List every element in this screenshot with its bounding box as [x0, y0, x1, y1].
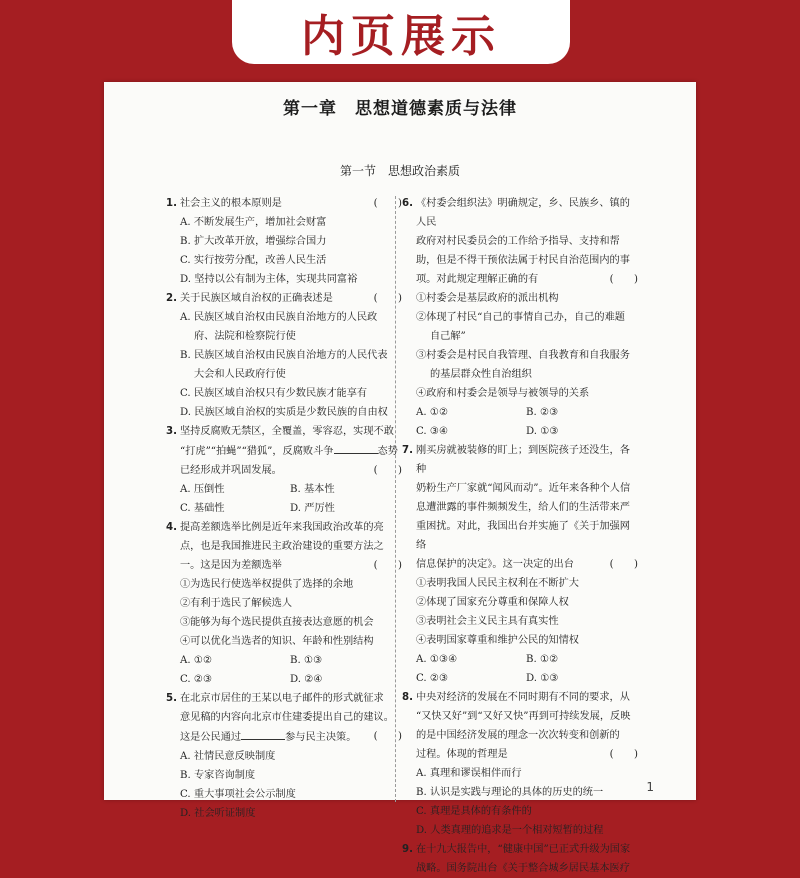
option-c: C. 民族区域自治权只有少数民族才能享有 — [180, 388, 368, 399]
right-column — [402, 194, 638, 878]
question-stem-line: 息遭泄露的事件频频发生，给人们的生活带来严 — [416, 502, 630, 513]
answer-paren: ( ) — [373, 198, 402, 209]
question-stem-line: “又快又好”到“又好又快”再到可持续发展，反映 — [416, 711, 631, 722]
question-stem: 刚买房就被装修的盯上；到医院孩子还没生，各种 — [416, 445, 630, 475]
banner-label-box — [232, 0, 570, 64]
question-2 — [166, 289, 402, 422]
page-number: 1 — [646, 780, 654, 794]
statement-4: ④表明国家尊重和维护公民的知情权 — [416, 635, 579, 646]
option-c: C. 实行按劳分配，改善人民生活 — [180, 255, 327, 266]
option-b: B. 民族区域自治权由民族自治地方的人民代表 — [180, 350, 388, 361]
question-stem-line: 奶粉生产厂家就“闻风而动”。近年来各种个人信 — [416, 483, 631, 494]
question-stem: 提高差额选举比例是近年来我国政治改革的亮 — [180, 522, 384, 533]
option-c: C. ③④ — [416, 426, 449, 437]
question-stem: 中央对经济的发展在不同时期有不同的要求，从 — [416, 692, 630, 703]
question-3 — [166, 422, 402, 518]
statement-2: ②体现了村民“自己的事情自己办，自己的难题 — [416, 312, 625, 323]
option-a: A. 社情民意反映制度 — [180, 751, 276, 762]
question-number: 4. — [166, 522, 177, 533]
question-5 — [166, 689, 402, 823]
option-b: B. ②③ — [526, 407, 559, 418]
option-c: C. 基础性 — [180, 503, 225, 514]
question-number: 3. — [166, 426, 177, 437]
option-b: B. 专家咨询制度 — [180, 770, 256, 781]
question-stem: 关于民族区域自治权的正确表述是 — [180, 293, 333, 304]
question-stem-line: 意见稿的内容向北京市住建委提出自己的建议。 — [180, 712, 394, 723]
question-8 — [402, 688, 638, 840]
question-9 — [402, 840, 638, 878]
option-a-cont: 府、法院和检察院行使 — [194, 331, 296, 342]
statement-1: ①为选民行使选举权提供了选择的余地 — [180, 579, 354, 590]
question-stem-line: 过程。体现的哲理是 — [416, 749, 508, 760]
option-d: D. ②④ — [290, 674, 323, 685]
option-d: D. ①③ — [526, 673, 559, 684]
banner-title: 内页展示 — [301, 11, 501, 62]
question-number: 8. — [402, 692, 413, 703]
question-stem-line: “打虎”“拍蝇”“猎狐”，反腐败斗争 — [180, 446, 334, 457]
question-stem: 社会主义的根本原则是 — [180, 198, 282, 209]
question-stem-line: 一。这是因为差额选举 — [180, 560, 282, 571]
question-number: 1. — [166, 198, 177, 209]
question-stem-line: 战略。国务院出台《关于整合城乡居民基本医疗 — [416, 863, 630, 874]
option-c: C. ②③ — [416, 673, 449, 684]
option-a: A. 不断发展生产，增加社会财富 — [180, 217, 327, 228]
question-number: 5. — [166, 693, 177, 704]
option-d: D. 社会听证制度 — [180, 808, 256, 819]
question-stem-line: 态势 — [377, 446, 398, 457]
answer-paren: ( ) — [373, 465, 402, 476]
option-c: C. 重大事项社会公示制度 — [180, 789, 296, 800]
option-a: A. ①② — [416, 407, 449, 418]
statement-3: ③能够为每个选民提供直接表达意愿的机会 — [180, 617, 374, 628]
question-6 — [402, 194, 638, 441]
statement-2: ②有利于选民了解候选人 — [180, 598, 293, 609]
option-d: D. 民族区域自治权的实质是少数民族的自由权 — [180, 407, 388, 418]
question-stem-line: 重困扰。对此，我国出台并实施了《关于加强网络 — [416, 521, 630, 551]
question-stem-line: 政府对村民委员会的工作给予指导、支持和帮 — [416, 236, 620, 247]
option-d: D. 坚持以公有制为主体，实现共同富裕 — [180, 274, 358, 285]
option-b: B. ①③ — [290, 655, 323, 666]
option-b: B. 扩大改革开放，增强综合国力 — [180, 236, 327, 247]
question-number: 6. — [402, 198, 413, 209]
statement-3: ③表明社会主义民主具有真实性 — [416, 616, 559, 627]
answer-paren: ( ) — [609, 274, 638, 285]
fill-blank — [241, 727, 285, 740]
question-7 — [402, 441, 638, 688]
answer-paren: ( ) — [609, 749, 638, 760]
option-b-cont: 大会和人民政府行使 — [194, 369, 286, 380]
option-c: C. ②③ — [180, 674, 213, 685]
question-1 — [166, 194, 402, 289]
section-title: 第一节 思想政治素质 — [339, 164, 460, 178]
question-stem-line: 的是中国经济发展的理念一次次转变和创新的 — [416, 730, 620, 741]
option-d: D. ①③ — [526, 426, 559, 437]
question-stem: 《村委会组织法》明确规定，乡、民族乡、镇的人民 — [416, 198, 630, 228]
answer-paren: ( ) — [373, 560, 402, 571]
statement-3-cont: 的基层群众性自治组织 — [430, 369, 532, 380]
question-stem-line: 参与民主决策。 — [285, 732, 357, 743]
statement-2-cont: 自己解” — [430, 331, 466, 342]
question-number: 9. — [402, 844, 413, 855]
option-b: B. 基本性 — [290, 484, 335, 495]
banner — [0, 0, 800, 80]
left-column — [166, 194, 402, 823]
option-a: A. 压倒性 — [180, 484, 225, 495]
option-a: A. 民族区域自治权由民族自治地方的人民政 — [180, 312, 378, 323]
answer-paren: ( ) — [373, 731, 402, 742]
option-c: C. 真理是具体的有条件的 — [416, 806, 532, 817]
question-4 — [166, 518, 402, 689]
question-stem: 坚持反腐败无禁区，全覆盖，零容忍，实现不敢 — [180, 426, 394, 437]
question-stem-line: 信息保护的决定》。这一决定的出台 — [416, 559, 574, 570]
question-stem: 在北京市居住的王某以电子邮件的形式就征求 — [180, 693, 384, 704]
statement-2: ②体现了国家充分尊重和保障人权 — [416, 597, 569, 608]
chapter-title: 第一章 思想道德素质与法律 — [283, 99, 517, 119]
option-a: A. 真理和谬误相伴而行 — [416, 768, 522, 779]
answer-paren: ( ) — [609, 559, 638, 570]
statement-1: ①村委会是基层政府的派出机构 — [416, 293, 559, 304]
option-a: A. ①③④ — [416, 654, 458, 665]
option-a: A. ①② — [180, 655, 213, 666]
option-b: B. ①② — [526, 654, 559, 665]
question-stem-line: 点，也是我国推进民主政治建设的重要方法之 — [180, 541, 384, 552]
statement-4: ④政府和村委会是领导与被领导的关系 — [416, 388, 590, 399]
question-number: 7. — [402, 445, 413, 456]
question-number: 2. — [166, 293, 177, 304]
option-b: B. 认识是实践与理论的具体的历史的统一 — [416, 787, 604, 798]
statement-1: ①表明我国人民民主权利在不断扩大 — [416, 578, 579, 589]
option-d: D. 人类真理的追求是一个相对短暂的过程 — [416, 825, 604, 836]
question-stem: 在十九大报告中，“健康中国”已正式升级为国家 — [416, 844, 631, 855]
statement-3: ③村委会是村民自我管理、自我教育和自我服务 — [416, 350, 630, 361]
question-stem-line: 项。对此规定理解正确的有 — [416, 274, 539, 285]
question-stem-line: 助，但是不得干预依法属于村民自治范围内的事 — [416, 255, 630, 266]
book-page — [104, 82, 696, 874]
answer-paren: ( ) — [373, 293, 402, 304]
fill-blank — [334, 441, 378, 454]
question-stem-line: 这是公民通过 — [180, 732, 242, 743]
statement-4: ④可以优化当选者的知识、年龄和性别结构 — [180, 636, 374, 647]
question-stem-line: 已经形成并巩固发展。 — [180, 465, 282, 476]
option-d: D. 严厉性 — [290, 503, 335, 514]
